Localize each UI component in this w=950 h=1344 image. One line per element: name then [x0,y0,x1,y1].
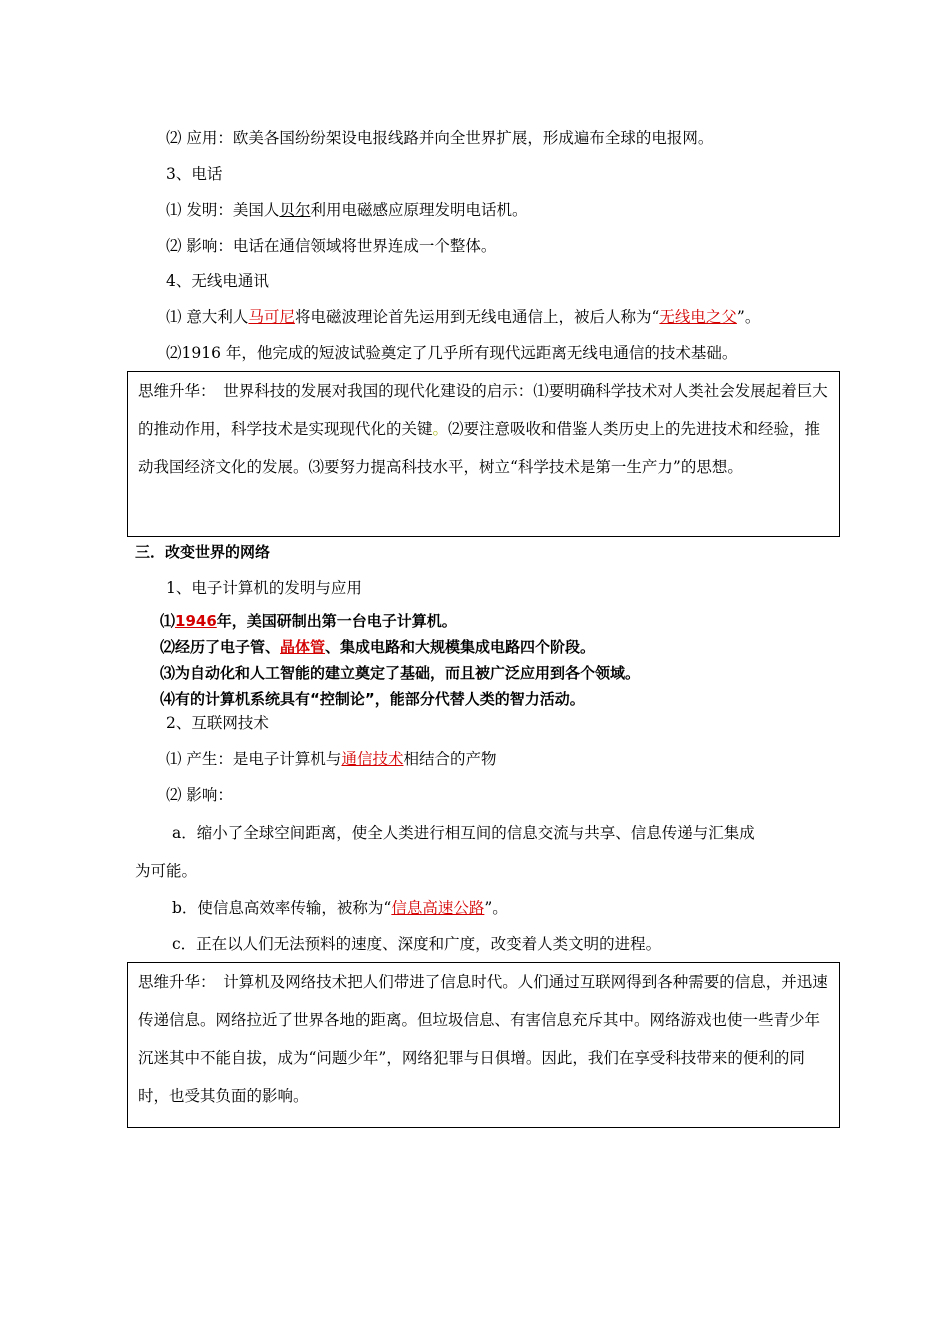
computer-item-1-prefix: ⑴ [160,612,176,630]
radio-item-1 [166,307,760,327]
thinking-box-2-text [138,963,830,1115]
computer-item-4: ⑷有的计算机系统具有“控制论”，能部分代替人类的智力活动。 [160,690,585,708]
section-3-title: 三．改变世界的网络 [135,543,271,561]
thinking-box-1-label: 思维升华： [138,382,208,400]
computer-item-2-suffix: 、集成电路和大规模集成电路四个阶段。 [325,638,596,656]
telephone-invention-suffix: 利用电磁感应原理发明电话机。 [310,201,528,219]
thinking-box-1-text [138,372,830,486]
radio-heading: 4、无线电通讯 [166,272,269,290]
thinking-box-1-body-a: 世界科技的发展对我国的现代化建设的启示：⑴要明确科学技术对人类社会发展起着巨大的推动作用，科学技术是实现现代化的关键 [138,382,828,438]
telephone-impact: ⑵ 影响：电话在通信领域将世界连成一个整体。 [166,237,497,255]
radio-item-2: ⑵1916 年，他完成的短波试验奠定了几乎所有现代远距离无线电通信的技术基础。 [166,344,738,362]
inventor-name: 贝尔 [279,201,311,219]
computer-year: 1946 [175,612,217,630]
internet-impact-heading: ⑵ 影响： [166,786,233,804]
radio-item-1-middle: 将电磁波理论首先运用到无线电通信上，被后人称为“ [294,308,660,326]
computer-item-2 [160,634,595,660]
telephone-invention-prefix: ⑴ 发明：美国人 [166,201,280,219]
internet-origin-suffix: 相结合的产物 [403,750,497,768]
marconi-name: 马可尼 [248,308,295,326]
internet-impact-b-suffix: ”。 [484,899,508,917]
father-of-radio: 无线电之父 [659,308,737,326]
internet-heading: 2、互联网技术 [166,714,269,732]
thinking-box-1-body-b: ⑵要注意吸收和借鉴人类历史上的先进技术和经验，推动我国经济文化的发展。⑶要努力提高科技水平，树立“科学技术是第一生产力”的思想。 [138,420,821,476]
internet-impact-c: c．正在以人们无法预料的速度、深度和广度，改变着人类文明的进程。 [172,935,662,953]
telephone-invention [166,200,527,220]
computer-item-2-prefix: ⑵经历了电子管、 [160,638,281,656]
thinking-box-2-label: 思维升华： [138,973,208,991]
thinking-box-2 [127,962,840,1128]
internet-impact-a-line-2: 为可能。 [135,862,198,880]
thinking-box-2-body: 计算机及网络技术把人们带进了信息时代。人们通过互联网得到各种需要的信息，并迅速传递信息。网络拉近了世界各地的距离。但垃圾信息、有害信息充斥其中。网络游戏也使一些青少年沉迷其中不能自拔，成为“问题少年”，网络犯罪与日俱增。因此，我们在享受科技带来的便利的同时，也受其负面的影响。 [138,973,828,1105]
telephone-heading: 3、电话 [166,165,223,183]
radio-item-1-suffix: ”。 [736,308,761,326]
computer-heading: 1、电子计算机的发明与应用 [166,579,362,597]
internet-impact-a-line-1: a．缩小了全球空间距离，使全人类进行相互间的信息交流与共享、信息传递与汇集成 [172,824,755,842]
internet-origin-prefix: ⑴ 产生：是电子计算机与 [166,750,342,768]
computer-item-3: ⑶为自动化和人工智能的建立奠定了基础，而且被广泛应用到各个领域。 [160,664,641,682]
telegraph-application: ⑵ 应用：欧美各国纷纷架设电报线路并向全世界扩展，形成遍布全球的电报网。 [166,129,714,147]
transistor-term: 晶体管 [280,638,326,656]
internet-origin [166,749,496,769]
computer-item-1-suffix: 年，美国研制出第一台电子计算机。 [216,612,457,630]
radio-item-1-prefix: ⑴ 意大利人 [166,308,249,326]
info-highway-term: 信息高速公路 [391,899,485,917]
thinking-box-1-dot: 。 [432,420,449,438]
thinking-box-1 [127,371,840,537]
computer-item-1 [160,608,457,634]
internet-impact-b [172,898,508,918]
internet-impact-b-prefix: b．使信息高效率传输，被称为“ [172,899,392,917]
communication-tech-term: 通信技术 [341,750,404,768]
